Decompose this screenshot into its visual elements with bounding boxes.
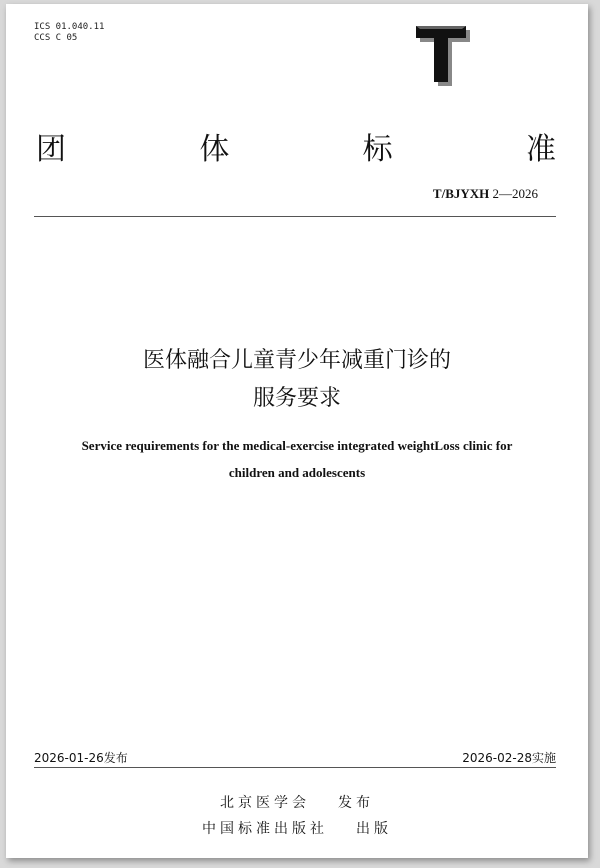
printer-org: 中国标准出版社 [202,821,328,837]
category-char-3: 标 [362,132,393,167]
header-divider [34,216,556,217]
ccs-code: CCS C 05 [34,33,78,43]
chinese-title-line-2: 服务要求 [252,386,341,411]
english-title-line-1: Service requirements for the medical-exercise integrated weightLoss clinic for [81,438,513,453]
release-date: 2026-01-26发布 [34,751,128,765]
standard-number [433,186,538,202]
standard-category [36,124,556,168]
english-title-line-2: children and adolescents [228,465,366,480]
effective-date: 2026-02-28实施 [462,751,556,765]
ics-code: ICS 01.040.11 [34,22,105,32]
document-page [6,4,588,858]
standard-prefix: T/BJYXH [432,186,490,201]
category-char-2: 体 [199,132,230,167]
publisher-org: 北京医学会 [220,795,310,811]
publisher-line-2 [6,818,588,838]
category-char-4: 准 [525,132,556,167]
chinese-title-line-1: 医体融合儿童青少年减重门诊的 [142,348,451,373]
publisher-action: 发布 [338,795,374,811]
category-char-1: 团 [36,132,66,167]
standard-type-logo [414,26,474,90]
footer-divider [34,767,556,768]
classification-codes [34,22,104,44]
printer-action: 出版 [356,821,392,837]
publisher-line-1 [6,792,588,812]
standard-year: 2—2026 [492,186,538,201]
